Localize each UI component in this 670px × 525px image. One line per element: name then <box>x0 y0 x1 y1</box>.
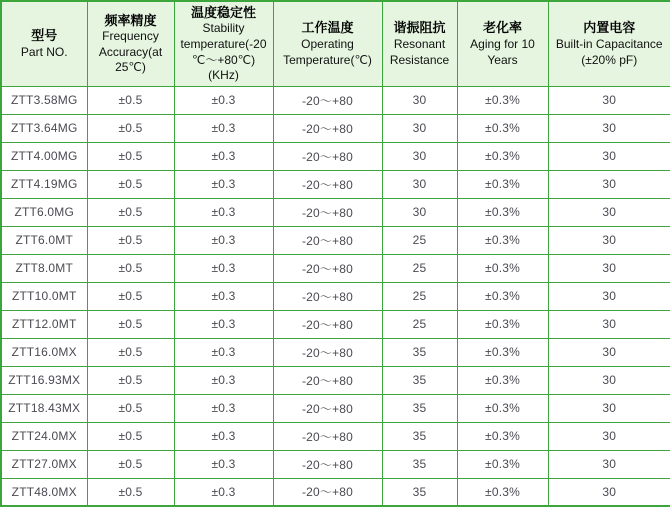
table-row <box>1 282 670 310</box>
cell-aging: ±0.3% <box>457 310 548 338</box>
cell-resonant-resistance: 35 <box>382 366 457 394</box>
cell-built-in-capacitance: 30 <box>548 282 670 310</box>
spec-table-body <box>1 86 670 506</box>
column-header-zh: 谐振阻抗 <box>393 20 446 36</box>
column-header-zh: 老化率 <box>482 20 522 36</box>
cell-stability: ±0.3 <box>174 86 273 114</box>
column-header-en: Part NO. <box>20 44 68 59</box>
cell-part-no: ZTT16.93MX <box>1 366 87 394</box>
cell-aging: ±0.3% <box>457 142 548 170</box>
table-row <box>1 114 670 142</box>
table-row <box>1 310 670 338</box>
cell-resonant-resistance: 25 <box>382 226 457 254</box>
cell-built-in-capacitance: 30 <box>548 254 670 282</box>
column-header-aging <box>457 1 548 86</box>
cell-aging: ±0.3% <box>457 450 548 478</box>
cell-resonant-resistance: 35 <box>382 422 457 450</box>
cell-operating-temperature: -20～+80 <box>273 114 382 142</box>
cell-operating-temperature: -20～+80 <box>273 394 382 422</box>
table-row <box>1 170 670 198</box>
cell-aging: ±0.3% <box>457 338 548 366</box>
spec-table-header <box>1 1 670 86</box>
cell-frequency-accuracy: ±0.5 <box>87 198 174 226</box>
table-row <box>1 86 670 114</box>
cell-built-in-capacitance: 30 <box>548 114 670 142</box>
header-row <box>1 1 670 86</box>
cell-operating-temperature: -20～+80 <box>273 422 382 450</box>
cell-part-no: ZTT12.0MT <box>1 310 87 338</box>
table-row <box>1 422 670 450</box>
cell-operating-temperature: -20～+80 <box>273 86 382 114</box>
column-header-part-no <box>1 1 87 86</box>
cell-part-no: ZTT8.0MT <box>1 254 87 282</box>
cell-operating-temperature: -20～+80 <box>273 282 382 310</box>
cell-built-in-capacitance: 30 <box>548 422 670 450</box>
column-header-en: Resonant Resistance <box>389 36 450 67</box>
cell-built-in-capacitance: 30 <box>548 450 670 478</box>
cell-resonant-resistance: 30 <box>382 142 457 170</box>
column-header-built-in-capacitance <box>548 1 670 86</box>
cell-stability: ±0.3 <box>174 170 273 198</box>
cell-built-in-capacitance: 30 <box>548 478 670 506</box>
cell-aging: ±0.3% <box>457 170 548 198</box>
cell-operating-temperature: -20～+80 <box>273 198 382 226</box>
cell-part-no: ZTT27.0MX <box>1 450 87 478</box>
table-row <box>1 254 670 282</box>
cell-stability: ±0.3 <box>174 310 273 338</box>
cell-built-in-capacitance: 30 <box>548 366 670 394</box>
cell-aging: ±0.3% <box>457 394 548 422</box>
cell-aging: ±0.3% <box>457 422 548 450</box>
cell-aging: ±0.3% <box>457 198 548 226</box>
column-header-zh: 温度稳定性 <box>190 4 256 20</box>
column-header-en: Stability temperature(-20℃～+80℃) (KHz) <box>180 21 267 83</box>
cell-operating-temperature: -20～+80 <box>273 338 382 366</box>
cell-stability: ±0.3 <box>174 478 273 506</box>
cell-stability: ±0.3 <box>174 226 273 254</box>
column-header-resonant-resistance <box>382 1 457 86</box>
cell-built-in-capacitance: 30 <box>548 142 670 170</box>
cell-aging: ±0.3% <box>457 86 548 114</box>
column-header-zh: 内置电容 <box>583 20 636 36</box>
cell-operating-temperature: -20～+80 <box>273 310 382 338</box>
cell-frequency-accuracy: ±0.5 <box>87 254 174 282</box>
cell-aging: ±0.3% <box>457 114 548 142</box>
cell-resonant-resistance: 30 <box>382 114 457 142</box>
cell-part-no: ZTT48.0MX <box>1 478 87 506</box>
cell-part-no: ZTT16.0MX <box>1 338 87 366</box>
cell-stability: ±0.3 <box>174 366 273 394</box>
cell-aging: ±0.3% <box>457 282 548 310</box>
cell-part-no: ZTT4.19MG <box>1 170 87 198</box>
cell-frequency-accuracy: ±0.5 <box>87 366 174 394</box>
cell-operating-temperature: -20～+80 <box>273 226 382 254</box>
table-row <box>1 366 670 394</box>
cell-part-no: ZTT6.0MG <box>1 198 87 226</box>
cell-aging: ±0.3% <box>457 226 548 254</box>
cell-operating-temperature: -20～+80 <box>273 366 382 394</box>
cell-frequency-accuracy: ±0.5 <box>87 310 174 338</box>
cell-built-in-capacitance: 30 <box>548 226 670 254</box>
cell-stability: ±0.3 <box>174 450 273 478</box>
cell-aging: ±0.3% <box>457 366 548 394</box>
cell-part-no: ZTT4.00MG <box>1 142 87 170</box>
cell-operating-temperature: -20～+80 <box>273 170 382 198</box>
cell-operating-temperature: -20～+80 <box>273 142 382 170</box>
column-header-operating-temperature <box>273 1 382 86</box>
cell-built-in-capacitance: 30 <box>548 310 670 338</box>
cell-stability: ±0.3 <box>174 198 273 226</box>
cell-frequency-accuracy: ±0.5 <box>87 226 174 254</box>
cell-operating-temperature: -20～+80 <box>273 450 382 478</box>
cell-resonant-resistance: 25 <box>382 254 457 282</box>
column-header-en: Operating Temperature(℃) <box>283 36 372 67</box>
table-row <box>1 142 670 170</box>
cell-frequency-accuracy: ±0.5 <box>87 114 174 142</box>
cell-stability: ±0.3 <box>174 338 273 366</box>
cell-built-in-capacitance: 30 <box>548 86 670 114</box>
cell-aging: ±0.3% <box>457 254 548 282</box>
cell-resonant-resistance: 30 <box>382 86 457 114</box>
cell-part-no: ZTT18.43MX <box>1 394 87 422</box>
cell-frequency-accuracy: ±0.5 <box>87 422 174 450</box>
column-header-en: Frequency Accuracy(at 25℃) <box>98 29 163 75</box>
table-row <box>1 450 670 478</box>
cell-stability: ±0.3 <box>174 114 273 142</box>
column-header-zh: 工作温度 <box>301 20 354 36</box>
cell-frequency-accuracy: ±0.5 <box>87 394 174 422</box>
cell-stability: ±0.3 <box>174 254 273 282</box>
cell-resonant-resistance: 25 <box>382 282 457 310</box>
cell-resonant-resistance: 35 <box>382 338 457 366</box>
cell-built-in-capacitance: 30 <box>548 338 670 366</box>
table-row <box>1 198 670 226</box>
cell-resonant-resistance: 35 <box>382 394 457 422</box>
column-header-en: Aging for 10 Years <box>470 36 535 67</box>
table-row <box>1 394 670 422</box>
cell-resonant-resistance: 35 <box>382 450 457 478</box>
cell-part-no: ZTT6.0MT <box>1 226 87 254</box>
cell-frequency-accuracy: ±0.5 <box>87 450 174 478</box>
cell-resonant-resistance: 30 <box>382 198 457 226</box>
cell-stability: ±0.3 <box>174 394 273 422</box>
cell-frequency-accuracy: ±0.5 <box>87 478 174 506</box>
cell-part-no: ZTT24.0MX <box>1 422 87 450</box>
table-row <box>1 226 670 254</box>
cell-frequency-accuracy: ±0.5 <box>87 338 174 366</box>
cell-resonant-resistance: 25 <box>382 310 457 338</box>
column-header-frequency-accuracy <box>87 1 174 86</box>
cell-frequency-accuracy: ±0.5 <box>87 86 174 114</box>
column-header-en: Built-in Capacitance (±20% pF) <box>555 36 663 67</box>
cell-frequency-accuracy: ±0.5 <box>87 142 174 170</box>
cell-stability: ±0.3 <box>174 142 273 170</box>
cell-part-no: ZTT3.58MG <box>1 86 87 114</box>
cell-built-in-capacitance: 30 <box>548 170 670 198</box>
cell-part-no: ZTT10.0MT <box>1 282 87 310</box>
table-row <box>1 478 670 506</box>
cell-stability: ±0.3 <box>174 282 273 310</box>
table-row <box>1 338 670 366</box>
cell-built-in-capacitance: 30 <box>548 394 670 422</box>
cell-frequency-accuracy: ±0.5 <box>87 170 174 198</box>
column-header-stability <box>174 1 273 86</box>
cell-aging: ±0.3% <box>457 478 548 506</box>
column-header-zh: 型号 <box>31 28 58 44</box>
cell-built-in-capacitance: 30 <box>548 198 670 226</box>
cell-resonant-resistance: 35 <box>382 478 457 506</box>
cell-resonant-resistance: 30 <box>382 170 457 198</box>
cell-part-no: ZTT3.64MG <box>1 114 87 142</box>
column-header-zh: 频率精度 <box>104 12 157 28</box>
cell-stability: ±0.3 <box>174 422 273 450</box>
cell-operating-temperature: -20～+80 <box>273 254 382 282</box>
cell-operating-temperature: -20～+80 <box>273 478 382 506</box>
cell-frequency-accuracy: ±0.5 <box>87 282 174 310</box>
